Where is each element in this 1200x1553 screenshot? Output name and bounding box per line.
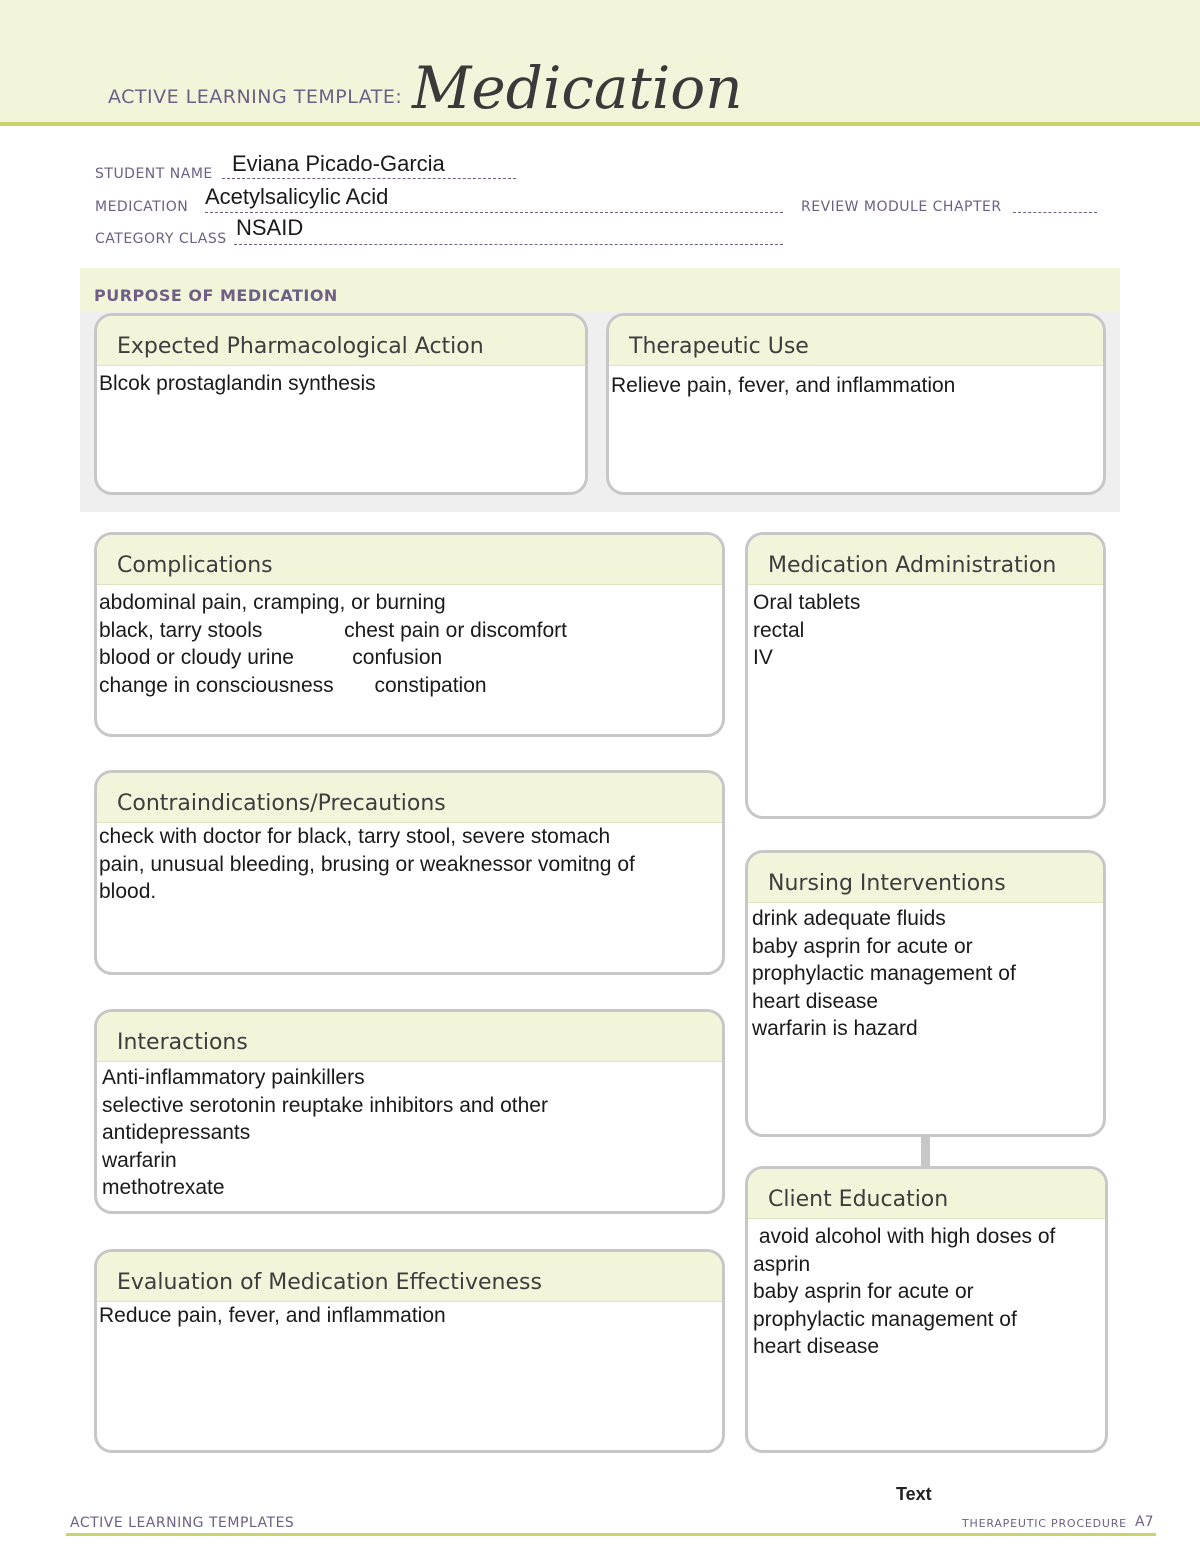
nursing-interventions-box (745, 850, 1106, 1137)
category-class-label: CATEGORY CLASS (95, 231, 227, 247)
medication-line (205, 212, 783, 213)
pharm-action-text[interactable] (97, 366, 585, 398)
client-education-title: Client Education (768, 1187, 949, 1212)
footer-rule (66, 1533, 1156, 1536)
client-education-text[interactable] (748, 1219, 1105, 1361)
med-admin-box (745, 532, 1106, 819)
footer-text-label: Text (896, 1484, 932, 1504)
student-name-label: STUDENT NAME (95, 166, 213, 182)
medication-field[interactable]: Acetylsalicylic Acid (205, 184, 389, 209)
nursing-interventions-title: Nursing Interventions (768, 871, 1006, 896)
text-line: blood. (99, 880, 157, 903)
purpose-label: PURPOSE OF MEDICATION (94, 286, 338, 305)
text-line: IV (753, 646, 773, 669)
text-line: Anti-inflammatory painkillers (102, 1066, 365, 1089)
evaluation-text[interactable] (97, 1302, 722, 1330)
text-line: abdominal pain, cramping, or burning (99, 591, 446, 614)
text-line: blood or cloudy urine confusion (99, 646, 443, 669)
text-line: prophylactic management of (753, 1307, 1017, 1331)
text-line: methotrexate (102, 1176, 225, 1199)
text-line: pain, unusual bleeding, brusing or weaknessor vomitng of (99, 852, 635, 876)
med-admin-title: Medication Administration (768, 553, 1057, 578)
text-line: drink adequate fluids (752, 907, 946, 930)
interactions-title: Interactions (117, 1030, 248, 1055)
footer-left: ACTIVE LEARNING TEMPLATES (70, 1515, 295, 1531)
text-line: change in consciousness constipation (99, 673, 487, 697)
text-line: heart disease (753, 1335, 880, 1358)
contraindications-box (94, 770, 725, 975)
interactions-box (94, 1009, 725, 1214)
med-admin-text[interactable] (748, 585, 1103, 672)
pharm-action-title: Expected Pharmacological Action (117, 334, 484, 359)
text-line: asprin (753, 1252, 811, 1276)
page-number: A7 (1135, 1514, 1154, 1530)
page-title: Medication (412, 54, 743, 122)
therapeutic-use-text[interactable] (609, 366, 1103, 400)
text-line: selective serotonin reuptake inhibitors and other (102, 1093, 548, 1117)
text-line: Blcok prostaglandin synthesis (99, 372, 376, 395)
text-line: warfarin (102, 1148, 177, 1172)
evaluation-title: Evaluation of Medication Effectiveness (117, 1270, 542, 1295)
text-line: avoid alcohol with high doses of (753, 1225, 1056, 1248)
contraindications-title: Contraindications/Precautions (117, 791, 446, 816)
text-line: Oral tablets (753, 591, 861, 614)
text-line: warfarin is hazard (752, 1017, 918, 1040)
header-rule (0, 122, 1200, 126)
student-name-line (222, 178, 516, 179)
text-line: baby asprin for acute or (752, 934, 973, 958)
text-line: baby asprin for acute or (753, 1280, 974, 1303)
text-line: black, tarry stools chest pain or discomfort (99, 618, 567, 642)
therapeutic-use-box (606, 313, 1106, 495)
text-line: antidepressants (102, 1121, 251, 1144)
text-line: check with doctor for black, tarry stool, severe stomach (99, 825, 611, 848)
contraindications-text[interactable] (97, 823, 722, 906)
interactions-text[interactable] (97, 1062, 722, 1202)
category-class-line (234, 244, 783, 245)
text-line: Relieve pain, fever, and inflammation (611, 374, 956, 397)
client-education-box (745, 1166, 1108, 1453)
text-line: Reduce pain, fever, and inflammation (99, 1304, 446, 1327)
student-name-field[interactable]: Eviana Picado-Garcia (232, 151, 445, 176)
review-module-label: REVIEW MODULE CHAPTER (801, 199, 1002, 215)
text-line: prophylactic management of (752, 962, 1016, 985)
medication-label: MEDICATION (95, 199, 189, 215)
category-class-field[interactable]: NSAID (236, 215, 304, 240)
complications-box (94, 532, 725, 737)
therapeutic-use-title: Therapeutic Use (629, 334, 809, 359)
text-line: rectal (753, 618, 805, 642)
text-line: heart disease (752, 989, 879, 1013)
box-connector (921, 1136, 930, 1166)
header-label: ACTIVE LEARNING TEMPLATE: (108, 86, 403, 108)
complications-title: Complications (117, 553, 273, 578)
footer-right: THERAPEUTIC PROCEDURE (962, 1517, 1127, 1530)
pharm-action-box (94, 313, 588, 495)
nursing-interventions-text[interactable] (748, 903, 1103, 1043)
review-module-field[interactable] (1013, 212, 1097, 213)
complications-text[interactable] (97, 585, 722, 699)
evaluation-box (94, 1249, 725, 1453)
